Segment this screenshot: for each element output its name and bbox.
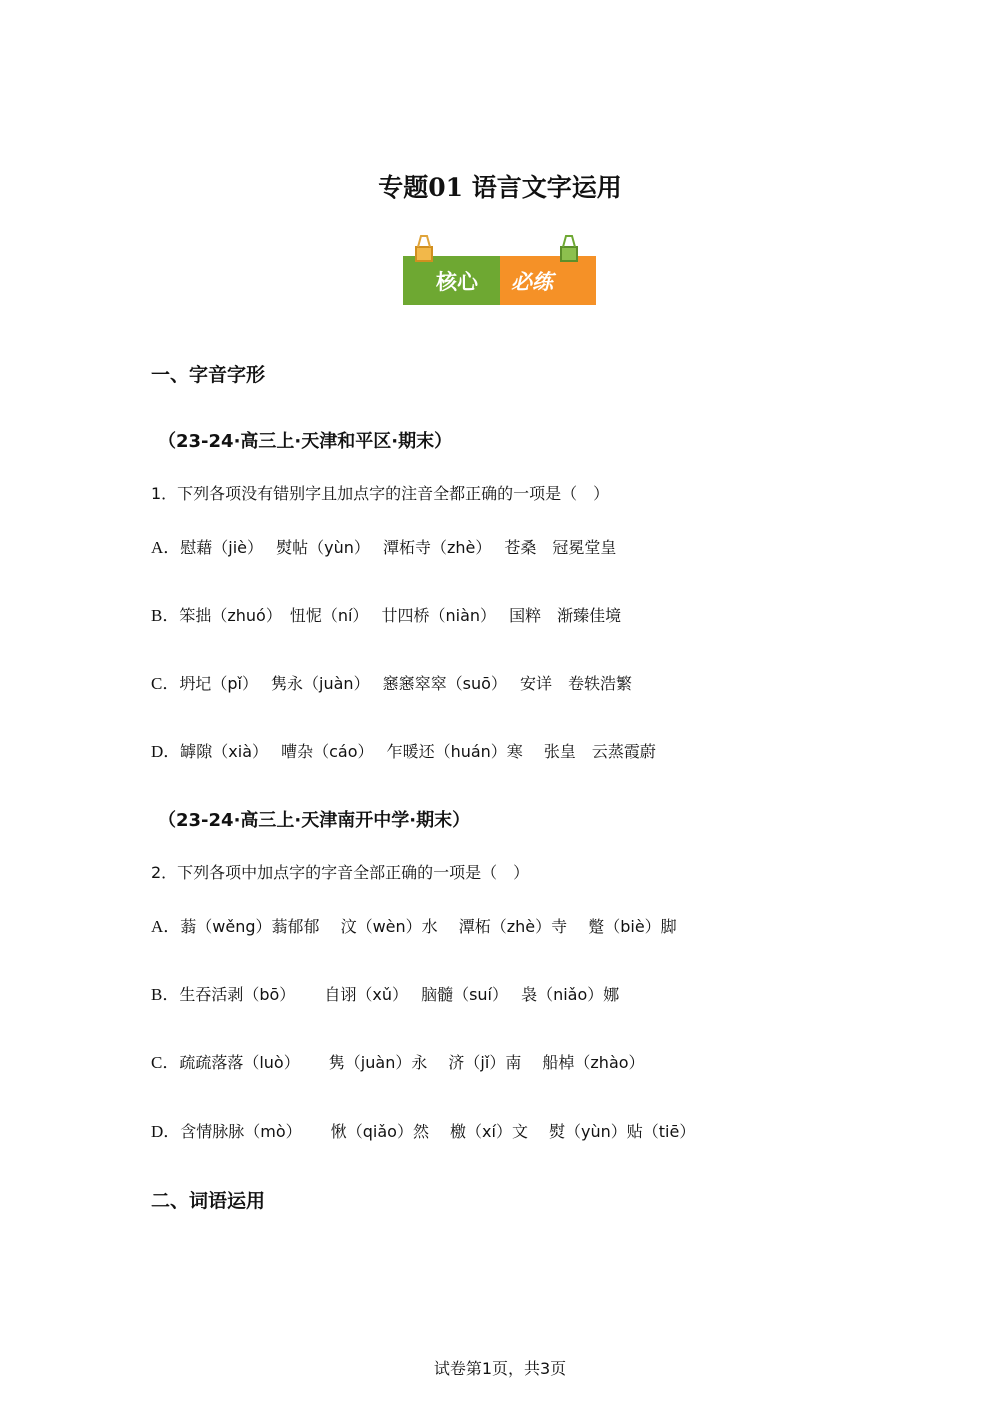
option-label: C． <box>151 674 180 693</box>
option-label: C． <box>151 1053 180 1072</box>
option-label: A． <box>151 538 181 557</box>
option-d <box>151 1117 695 1142</box>
option-label: D． <box>151 1122 181 1141</box>
question-stem: 2．下列各项中加点字的字音全部正确的一项是（ ） <box>151 863 530 882</box>
option-text: 生吞活剥（bō） 自诩（xǔ） 脑髓（suí） 袅（niǎo）娜 <box>179 985 620 1004</box>
option-a <box>151 912 677 937</box>
option-label: B． <box>151 606 180 625</box>
core-practice-badge <box>403 233 596 306</box>
option-c <box>151 1048 645 1073</box>
question-stem: 1．下列各项没有错别字且加点字的注音全都正确的一项是（ ） <box>151 484 610 503</box>
page-footer: 试卷第1页，共3页 <box>433 1359 567 1378</box>
question-source: （23-24·高三上·天津和平区·期末） <box>158 431 453 452</box>
option-text: 蓊（wěng）蓊郁郁 汶（wèn）水 潭柘（zhè）寺 蹩（biè）脚 <box>180 917 677 936</box>
binder-clip-icon <box>416 236 432 261</box>
option-text: 罅隙（xià） 嘈杂（cáo） 乍暖还（huán）寒 张皇 云蒸霞蔚 <box>180 742 656 761</box>
option-c <box>151 669 632 694</box>
section-heading-word-usage: 二、词语运用 <box>151 1190 266 1212</box>
badge-right-text: 必练 <box>511 270 553 294</box>
option-text: 坍圮（pǐ） 隽永（juàn） 窸窸窣窣（suō） 安详 卷轶浩繁 <box>179 674 633 693</box>
question-source: （23-24·高三上·天津南开中学·期末） <box>158 810 471 831</box>
option-label: A． <box>151 917 181 936</box>
option-label: D． <box>151 742 181 761</box>
option-text: 笨拙（zhuó） 忸怩（ní） 廿四桥（niàn） 国粹 渐臻佳境 <box>179 606 622 625</box>
option-b <box>151 601 621 626</box>
option-b <box>151 980 619 1005</box>
option-label: B． <box>151 985 180 1004</box>
binder-clip-icon <box>561 236 577 261</box>
section-heading-pronunciation: 一、字音字形 <box>151 364 266 386</box>
badge-left-text: 核心 <box>436 270 478 294</box>
option-text: 慰藉（jiè） 熨帖（yùn） 潭柘寺（zhè） 苍桑 冠冕堂皇 <box>180 538 617 557</box>
page-title: 专题01 语言文字运用 <box>378 173 622 202</box>
option-text: 含情脉脉（mò） 愀（qiǎo）然 檄（xí）文 熨（yùn）贴（tiē） <box>180 1122 696 1141</box>
option-d <box>151 737 656 762</box>
option-text: 疏疏落落（luò） 隽（juàn）永 济（jǐ）南 船棹（zhào） <box>179 1053 645 1072</box>
option-a <box>151 533 616 558</box>
